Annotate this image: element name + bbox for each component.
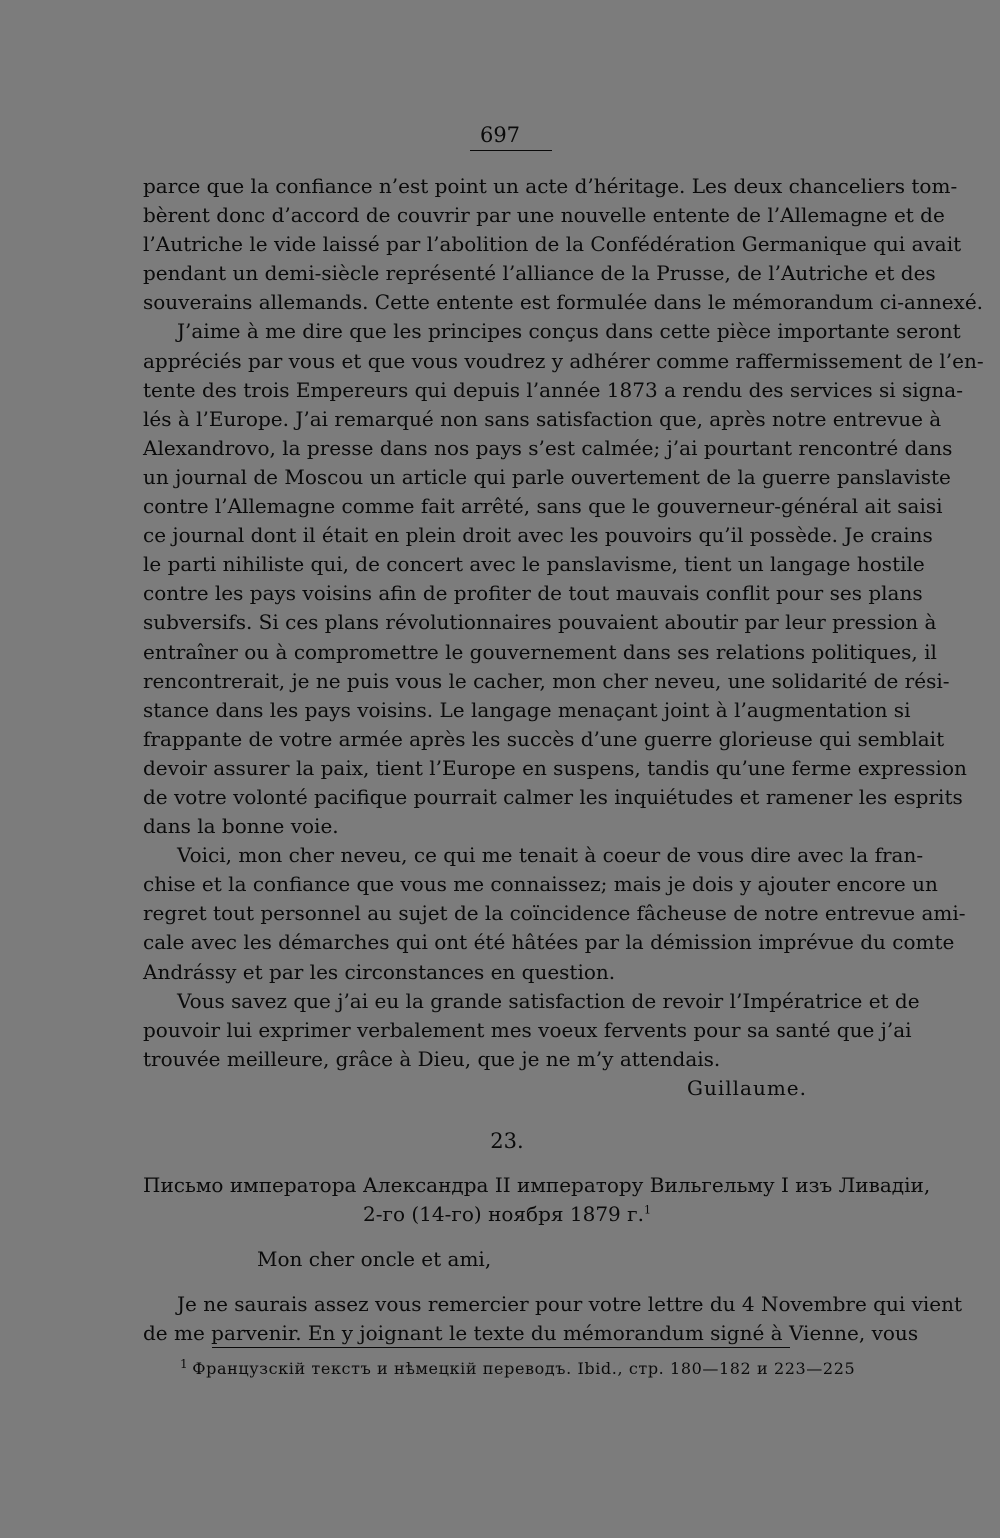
body-line: appréciés par vous et que vous voudrez y adhérer comme raffermissement de l’en-: [143, 348, 984, 373]
footnote-reference: 1: [643, 1203, 651, 1217]
body-line: ce journal dont il était en plein droit avec les pouvoirs qu’il possède. Je crains: [143, 523, 933, 548]
body-line: pouvoir lui exprimer verbalement mes voeux fervents pour sa santé que j’ai: [143, 1017, 912, 1042]
document-heading-line: [143, 1200, 871, 1229]
letter-line: de me parvenir. En y joignant le texte du mémorandum signé à Vienne, vous: [143, 1321, 919, 1346]
body-line: rencontrerait, je ne puis vous le cacher, mon cher neveu, une solidarité de rési-: [143, 668, 950, 693]
body-line: frappante de votre armée après les succès d’une guerre glorieuse qui semblait: [143, 726, 945, 751]
page-number-rule: [470, 150, 552, 151]
body-line: Vous savez que j’ai eu la grande satisfaction de revoir l’Impératrice et de: [177, 988, 920, 1013]
body-line: tente des trois Empereurs qui depuis l’année 1873 a rendu des services si signa-: [143, 377, 963, 402]
body-line: le parti nihiliste qui, de concert avec le panslavisme, tient un langage hostile: [143, 552, 925, 577]
footnote-rule: [212, 1347, 790, 1348]
body-line: l’Autriche le vide laissé par l’abolition de la Confédération Germanique qui avait: [143, 232, 962, 257]
body-line: contre l’Allemagne comme fait arrêté, sans que le gouverneur-général ait saisi: [143, 494, 943, 519]
body-line: trouvée meilleure, grâce à Dieu, que je ne m’y attendais.: [143, 1046, 721, 1071]
body-line: Andrássy et par les circonstances en question.: [143, 959, 616, 984]
footnote: [180, 1357, 880, 1381]
body-line: stance dans les pays voisins. Le langage menaçant joint à l’augmentation si: [143, 697, 911, 722]
body-line: un journal de Moscou un article qui parle ouvertement de la guerre panslaviste: [143, 464, 951, 489]
document-heading-date: 2-го (14-го) ноября 1879 г.: [363, 1202, 644, 1227]
body-line: lés à l’Europe. J’ai remarqué non sans satisfaction que, après notre entrevue à: [143, 406, 942, 431]
footnote-text: Французскій текстъ и нѣмецкій переводъ. Ibid., стр. 180—182 и 223—225: [192, 1359, 856, 1378]
body-line: devoir assurer la paix, tient l’Europe en suspens, tandis qu’une ferme expression: [143, 755, 967, 780]
letter-line: Je ne saurais assez vous remercier pour votre lettre du 4 Novembre qui vient: [177, 1292, 963, 1317]
spacer: [143, 1229, 871, 1245]
text-block: [143, 172, 984, 1348]
body-line: entraîner ou à compromettre le gouvernement dans ses relations politiques, il: [143, 639, 937, 664]
document-number: 23.: [490, 1129, 524, 1153]
body-line: pendant un demi-siècle représenté l’alliance de la Prusse, de l’Autriche et des: [143, 261, 936, 286]
spacer: [143, 1274, 871, 1290]
body-line: J’aime à me dire que les principes conçus dans cette pièce importante seront: [177, 319, 961, 344]
body-line: souverains allemands. Cette entente est formulée dans le mémorandum ci-annexé.: [143, 290, 984, 315]
body-line: de votre volonté pacifique pourrait calmer les inquiétudes et ramener les esprits: [143, 784, 963, 809]
document-heading: [143, 1171, 931, 1229]
body-line: parce que la confiance n’est point un acte d’héritage. Les deux chanceliers tom-: [143, 174, 958, 198]
body-line: dans la bonne voie.: [143, 814, 339, 839]
body-line: regret tout personnel au sujet de la coïncidence fâcheuse de notre entrevue ami-: [143, 901, 966, 926]
body-line: Voici, mon cher neveu, ce qui me tenait à coeur de vous dire avec la fran-: [177, 843, 924, 868]
body-line: subversifs. Si ces plans révolutionnaires pouvaient aboutir par leur pression à: [143, 610, 937, 635]
footnote-mark: 1: [180, 1356, 189, 1371]
signature: Guillaume.: [686, 1075, 807, 1100]
body-line: Alexandrovo, la presse dans nos pays s’est calmée; j’ai pourtant rencontré dans: [143, 435, 953, 460]
body-line: cale avec les démarches qui ont été hâtées par la démission imprévue du comte: [143, 930, 955, 955]
body-line: contre les pays voisins afin de profiter de tout mauvais conflit pour ses plans: [143, 581, 923, 606]
body-line: bèrent donc d’accord de couvrir par une nouvelle entente de l’Allemagne et de: [143, 203, 945, 228]
page-number: 697: [479, 123, 521, 147]
salutation: Mon cher oncle et ami,: [257, 1247, 492, 1272]
body-line: chise et la confiance que vous me connaissez; mais je dois y ajouter encore un: [143, 872, 938, 897]
document-heading-line: Письмо императора Александра II императору Вильгельму I изъ Ливадіи,: [143, 1173, 931, 1197]
